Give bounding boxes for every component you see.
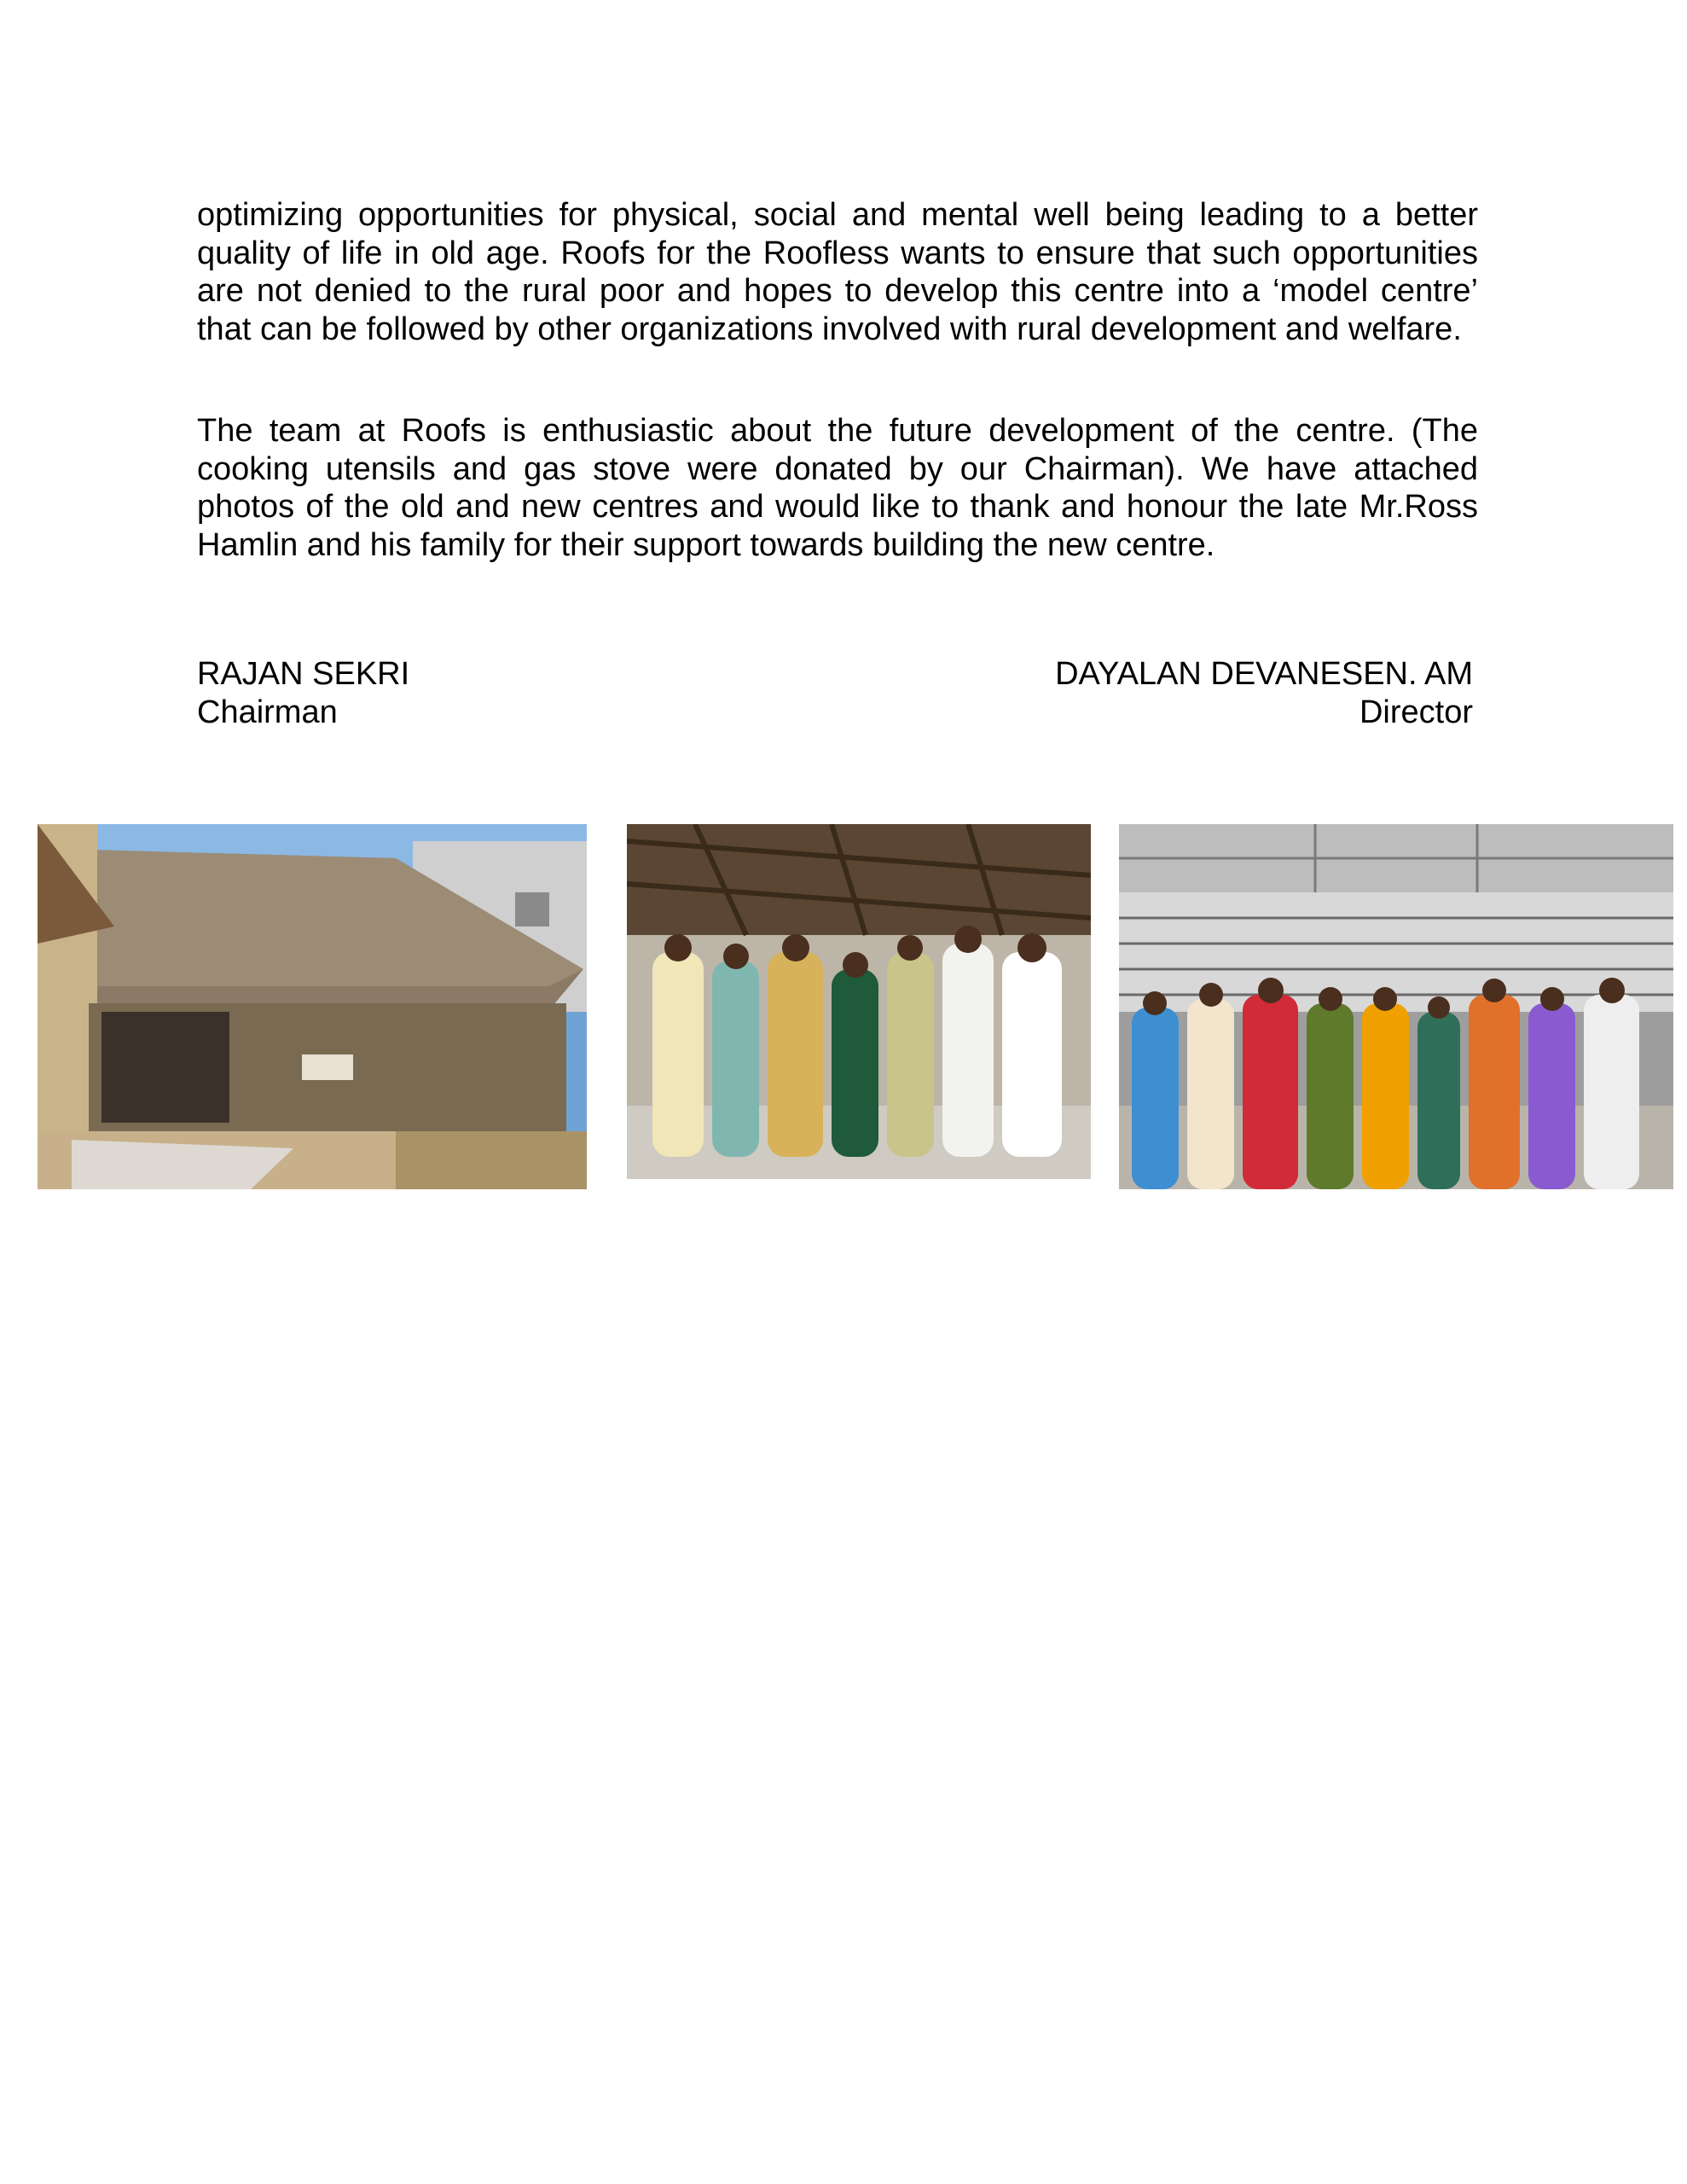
signature-chairman	[197, 655, 409, 731]
letter-paragraph-1: optimizing opportunities for physical, social and mental well being leading to a better quality of life in old age. Roofs for the Roofless wants to ensure that such opportunities are not denied to the rural poor and hopes to develop this centre into a ‘model centre’ that can be followed by other organizations involved with rural development and welfare.	[197, 197, 1478, 347]
group-in-new-hall-photo	[1119, 824, 1673, 1189]
signature-title: Chairman	[197, 694, 338, 730]
signature-title: Director	[1359, 694, 1473, 730]
signature-name: RAJAN SEKRI	[197, 656, 410, 692]
signature-director	[1055, 655, 1473, 731]
signature-name: DAYALAN DEVANESEN. AM	[1055, 656, 1473, 692]
group-under-thatch-photo	[627, 824, 1091, 1179]
letter-paragraph-2: The team at Roofs is enthusiastic about the future development of the centre. (The cooking utensils and gas stove were donated by our Chairman). We have attached photos of the old and new centres and would like to thank and honour the late Mr.Ross Hamlin and his family for their support towards building the new centre.	[197, 413, 1478, 563]
thatched-hut-photo	[38, 824, 587, 1189]
